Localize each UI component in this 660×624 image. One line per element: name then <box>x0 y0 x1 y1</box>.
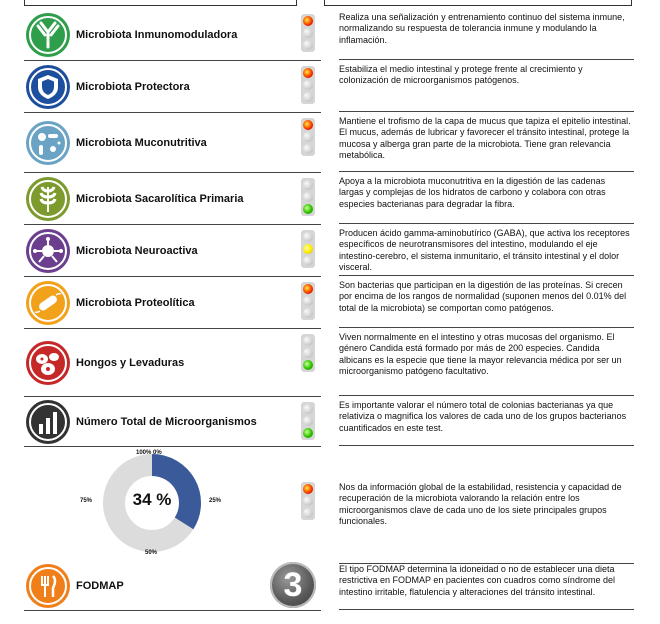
traffic-light-bulb <box>303 360 313 370</box>
row-description: Viven normalmente en el intestino y otras mucosas del organismo. El género Candida está formado por más de 200 especies. Candida albicans es la especie que tiene la mayor relevancia médica por ser un microorganismo patógeno facultativo. <box>339 330 634 396</box>
row-description: Mantiene el trofismo de la capa de mucus que tapiza el epitelio intestinal. El mucus, además de lubricar y favorecer el tránsito intestinal, protege la mucosa y alberga gran parte de la microbiota. Tiene gran relevancia metabólica. <box>339 114 634 172</box>
fodmap-label: FODMAP <box>76 580 124 592</box>
traffic-light-bulb <box>303 144 313 154</box>
traffic-light-bulb <box>303 92 313 102</box>
antibody-icon <box>26 13 70 57</box>
traffic-light-bulb-bottom <box>303 508 313 518</box>
traffic-light-bulb <box>303 336 313 346</box>
bar-chart-icon <box>26 400 70 444</box>
traffic-light-bulb <box>303 404 313 414</box>
traffic-light-bulb <box>303 204 313 214</box>
row-description: Es importante valorar el número total de colonias bacterianas ya que relativiza o magnifica los valores de cada uno de los grupos bacterianos cuantificados en este test. <box>339 398 634 446</box>
traffic-light <box>301 282 315 320</box>
traffic-light-bulb <box>303 16 313 26</box>
row-description: Apoya a la microbiota muconutritiva en la digestión de las cadenas largas y complejas de los hidratos de carbono y colabora con otras especies bacterianas para degradar la fibra. <box>339 174 634 224</box>
row-label: Microbiota Muconutritiva <box>76 137 207 149</box>
row-name-cell <box>24 226 321 277</box>
traffic-light-bulb <box>303 244 313 254</box>
traffic-light-bulb <box>303 296 313 306</box>
row-description: Realiza una señalización y entrenamiento continuo del sistema inmune, normalizando su respuesta de tolerancia inmune y modulando la inflamación. <box>339 10 634 60</box>
traffic-light-bulb <box>303 284 313 294</box>
traffic-light-bulb <box>303 348 313 358</box>
bacterium-icon <box>26 281 70 325</box>
traffic-light <box>301 118 315 156</box>
gauge-traffic-light <box>301 482 315 520</box>
row-name-cell <box>24 174 321 225</box>
traffic-light-bulb <box>303 132 313 142</box>
traffic-light-bulb <box>303 80 313 90</box>
gauge-tick-right: 25% <box>209 498 222 504</box>
row-name-cell <box>24 330 321 397</box>
traffic-light-bulb <box>303 40 313 50</box>
traffic-light-bulb-top <box>303 484 313 494</box>
fodmap-description: El tipo FODMAP determina la idoneidad o no de establecer una dieta restrictiva en FODMAP en pacientes con cuadros como síndrome del intestino irritable, flatulencia y alteraciones del tránsito intestinal. <box>339 562 634 610</box>
row-name-cell <box>24 114 321 173</box>
gauge-tick-left: 75% <box>80 498 93 504</box>
row-name-cell <box>24 10 321 61</box>
traffic-light-bulb <box>303 308 313 318</box>
gauge-center-label: 34 % <box>132 490 172 509</box>
traffic-light-bulb <box>303 28 313 38</box>
row-description: Son bacterias que participan en la digestión de las proteínas. Si crecen por encima de los rangos de normalidad (suponen menos del 0.01% del total de la microbiota) se comportan como patógenos. <box>339 278 634 328</box>
traffic-light-bulb <box>303 68 313 78</box>
previous-table-edge-left <box>24 0 297 6</box>
traffic-light <box>301 402 315 440</box>
row-description: Estabiliza el medio intestinal y protege frente al crecimiento y colonización de microorganismos patógenos. <box>339 62 634 112</box>
traffic-light-bulb <box>303 428 313 438</box>
gauge-tick-top: 100% 0% <box>136 450 162 456</box>
neuron-icon <box>26 229 70 273</box>
gauge-tick-bottom: 50% <box>145 550 158 556</box>
wheat-icon <box>26 177 70 221</box>
yeast-icon <box>26 341 70 385</box>
row-label: Microbiota Proteolítica <box>76 297 195 309</box>
previous-table-edge-right <box>324 0 632 6</box>
traffic-light-bulb <box>303 232 313 242</box>
traffic-light-bulb <box>303 192 313 202</box>
traffic-light-bulb-middle <box>303 496 313 506</box>
fodmap-type-badge: 3 <box>270 562 316 608</box>
gauge-description: Nos da información global de la estabilidad, resistencia y capacidad de recuperación de la microbiota valorando la relación entre los microorganismos clave de cada uno de los siete principales grupos funcionales. <box>339 480 634 564</box>
row-name-cell <box>24 62 321 113</box>
traffic-light <box>301 230 315 268</box>
traffic-light-bulb <box>303 416 313 426</box>
traffic-light-bulb <box>303 180 313 190</box>
row-label: Microbiota Protectora <box>76 81 190 93</box>
row-label: Hongos y Levaduras <box>76 357 185 369</box>
row-name-cell <box>24 278 321 329</box>
traffic-light <box>301 334 315 372</box>
row-label: Número Total de Microorganismos <box>76 416 257 428</box>
bacteria-icon <box>26 121 70 165</box>
traffic-light <box>301 178 315 216</box>
row-description: Producen ácido gamma-aminobutírico (GABA), que activa los receptores específicos de neurotransmisores del intestino, modulando el eje intestino-cerebro, el sistema inmunitario, el tránsito intestinal y el dolor visceral. <box>339 226 634 276</box>
traffic-light-bulb <box>303 256 313 266</box>
row-label: Microbiota Sacarolítica Primaria <box>76 193 244 205</box>
row-label: Microbiota Inmunomoduladora <box>76 29 238 41</box>
row-label: Microbiota Neuroactiva <box>76 245 198 257</box>
traffic-light-bulb <box>303 120 313 130</box>
row-name-cell <box>24 398 321 447</box>
shield-icon <box>26 65 70 109</box>
traffic-light <box>301 66 315 104</box>
traffic-light <box>301 14 315 52</box>
fork-knife-icon <box>26 564 70 608</box>
